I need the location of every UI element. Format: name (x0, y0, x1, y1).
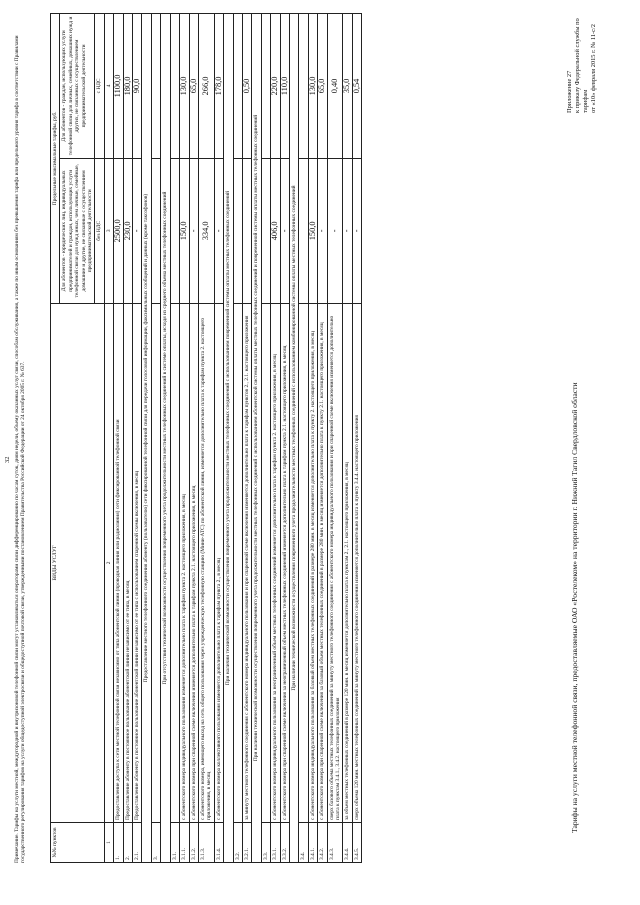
row-tariff-citizens (151, 14, 160, 159)
table-row (261, 14, 270, 863)
row-number: 3.1.1. (180, 823, 189, 863)
table-row (189, 14, 198, 863)
row-tariff-business: - (280, 158, 289, 303)
section-row (142, 14, 151, 863)
row-service: с абонентского номера индивидуального пользования за неограниченный объем местных телефонных соединений изменяется дополнительно плата к тарифам пункта 2. настоящего приложения, в месяц (271, 303, 280, 822)
column-number: 2 (104, 303, 113, 822)
footnote-text: Тарифы на услуги местной, междугородной и внутризоновой телефонной связи могут устанавливаться операторами связи дифференцированно по часам суток, дням недели, объему оказанных услуг связи, способам обслуживания, а также по иным основаниям без превышения тарифа или предельного уровня тарифа в соответствии с Правилами государственного регулирования тарифов на услуги общедоступной электросвязи и общедоступной почтовой связи, утвержденными постановлением Правительства Российской Федерации от 24 октября 2005 г. № 637. (14, 35, 27, 863)
row-number: 3.1.3. (198, 823, 214, 863)
page-title: Тарифы на услуги местной телефонной связи, предоставляемые ОАО «Ростелеком» на территории г. Нижний Тагил Свердловской области (570, 382, 579, 833)
row-service (151, 303, 160, 822)
row-service: Предоставление доступа к сети местной телефонной связи независимо от типа абонентской линии (проводная линия или радиолиния) сети фиксированной телефонной связи (114, 303, 123, 822)
row-tariff-business: 150,0 (308, 158, 317, 303)
row-tariff-business: - (352, 158, 361, 303)
section-row (161, 14, 170, 863)
row-tariff-business: 334,0 (198, 158, 214, 303)
footnote-label: Примечание. (14, 833, 20, 863)
table-row (343, 14, 352, 863)
annex-header (566, 13, 598, 113)
row-tariff-business: - (318, 158, 327, 303)
annex-number: Приложение 27 (566, 70, 573, 113)
table-row (299, 14, 308, 863)
row-tariff-citizens: 130,0 (308, 14, 317, 159)
header-item-number: №№ пунктов (51, 823, 105, 863)
table-row (308, 14, 317, 863)
row-number: 3.1.2. (189, 823, 198, 863)
table-row (170, 14, 179, 863)
row-tariff-citizens: 65,0 (189, 14, 198, 159)
row-number: 3.2. (233, 823, 242, 863)
row-service: с абонентского номера при спаренной схеме включения изменяется дополнительно плата к тарифам пункта 2.1. настоящего приложения, в месяц (189, 303, 198, 822)
rotated-sheet (4, 13, 610, 893)
column-number: 1 (104, 823, 113, 863)
row-tariff-business: 2500,0 (114, 158, 123, 303)
row-tariff-citizens: 220,0 (271, 14, 280, 159)
row-service (233, 303, 242, 822)
row-service: сверх объема 120 мин. местных телефонных соединений за минуту местного телефонного соединения изменяется дополнительно плата к пункту 3.4.4. настоящего приложения (352, 303, 361, 822)
row-number: 3.4. (299, 823, 308, 863)
row-service: с абонентского номера индивидуального пользования за базовый объем местных телефонных соединений в размере 280 мин. в месяц изменяется дополнительно плата к пункту 2. настоящего приложения, в месяц (308, 303, 317, 822)
column-number: 4 (104, 14, 113, 159)
table-row (233, 14, 242, 863)
row-number: 3.4.5. (352, 823, 361, 863)
page-number: 32 (4, 456, 11, 463)
table-row (280, 14, 289, 863)
row-service: с абонентского номера, имеющего выход на сеть общего пользования через учрежденческую телефонную станцию (Мини-АТС) по абонентской линии, изменяется дополнительно плата к тарифам пункта 2. настоящего приложения, в месяц (198, 303, 214, 822)
row-number: 3.4.1. (308, 823, 317, 863)
row-service (261, 303, 270, 822)
header-services: ВИДЫ УСЛУГ (51, 303, 105, 822)
row-number: 3.4.3. (327, 823, 343, 863)
row-service: Предоставление абоненту в постоянное пользование абонентской линии независимо от ее типа с использованием спаренной схемы включения, в месяц (133, 303, 142, 822)
row-service (299, 303, 308, 822)
row-tariff-citizens: 178,0 (214, 14, 223, 159)
tariff-table (50, 13, 362, 863)
row-service (170, 303, 179, 822)
row-tariff-citizens: 130,0 (180, 14, 189, 159)
table-row (271, 14, 280, 863)
row-number: 2.1. (133, 823, 142, 863)
section-title: При наличии технической возможности осуществления повременного учета продолжительности местных телефонных соединений с использованием повременной системы оплаты местных телефонных соединений (224, 14, 233, 863)
row-tariff-citizens (299, 14, 308, 159)
row-number: 3.4.2. (318, 823, 327, 863)
row-service: за минуту местного телефонного соединения с абонентского номера индивидуального пользования и при спаренной схеме включения изменяется дополнительно плата к тарифам пунктов 2., 2.1. настоящего приложения (242, 303, 251, 822)
row-tariff-business (233, 158, 242, 303)
section-row (289, 14, 298, 863)
row-tariff-business (242, 158, 251, 303)
row-service: за объем местных телефонных соединений в размере 120 мин. в месяц изменяется дополнительно плата к пунктам 2., 2.1. настоящего приложения, в месяц (343, 303, 352, 822)
column-number: 3 (104, 158, 113, 303)
annex-order: к приказу Федеральной службы по тарифам (574, 18, 589, 113)
table-row (352, 14, 361, 863)
annex-date: от «10» февраля 2015 г. № 11-с/2 (590, 24, 597, 113)
row-tariff-citizens: 180,0 (123, 14, 132, 159)
row-number: 3.3.2. (280, 823, 289, 863)
section-row (252, 14, 261, 863)
row-service: сверх базового объема местных телефонных соединений за минуту местного телефонного соединения с абонентского номера индивидуального пользования и при спаренной схеме включения изменяется дополнительно плата к пунктам 3.4.1., 3.4.2. настоящего приложения (327, 303, 343, 822)
row-tariff-citizens: 0,54 (352, 14, 361, 159)
table-row (327, 14, 343, 863)
table-body (114, 14, 362, 863)
row-number: 3.3.1. (271, 823, 280, 863)
row-tariff-business: - (343, 158, 352, 303)
row-tariff-business (151, 158, 160, 303)
section-title: При наличии технической возможности осуществления повременного учета продолжительности местных телефонных соединений с использованием абонентской системы оплаты местных телефонных соединений и повременной системы оплаты местных телефонных соединений (252, 14, 261, 863)
row-tariff-business: 230,0 (123, 158, 132, 303)
row-tariff-citizens: 65,0 (318, 14, 327, 159)
row-tariff-citizens: 35,0 (343, 14, 352, 159)
footnote (14, 18, 27, 863)
header-vat-excluded: без НДС (95, 158, 104, 303)
row-tariff-citizens: 266,0 (198, 14, 214, 159)
row-tariff-citizens: 0,50 (242, 14, 251, 159)
row-number: 3.3. (261, 823, 270, 863)
row-number: 3.2.1. (242, 823, 251, 863)
row-tariff-citizens: 1100,0 (114, 14, 123, 159)
header-vat-included: с НДС (95, 14, 104, 159)
row-number: 3.1. (170, 823, 179, 863)
table-row (114, 14, 123, 863)
table-row (133, 14, 142, 863)
row-tariff-business: 406,0 (271, 158, 280, 303)
row-tariff-business: - (133, 158, 142, 303)
header-citizens: Для абонентов - граждан, использующих услуги телефонной связи для личных, семейных, домашних нужд и других, не связанных с осуществлением предпринимательской деятельности (60, 14, 95, 159)
header-tariffs: Предельные максимальные тарифы, руб. (51, 14, 60, 304)
row-tariff-business: 150,0 (180, 158, 189, 303)
row-tariff-business: - (189, 158, 198, 303)
row-tariff-citizens: 0,40 (327, 14, 343, 159)
section-row (224, 14, 233, 863)
row-service: с абонентского номера при спаренной схеме включения за неограниченный объем местных телефонных соединений изменяется дополнительно плата к тарифам пункта 2.1. настоящего приложения, в месяц (280, 303, 289, 822)
section-title: Предоставление местного телефонного соединения абоненту (пользователю) сети фиксированной телефонной связи для передачи голосовой информации, факсимильных сообщений и данных (кроме таксофонов) (142, 14, 151, 863)
table-row (318, 14, 327, 863)
row-tariff-citizens: 90,0 (133, 14, 142, 159)
table-header-row (51, 14, 60, 863)
row-tariff-citizens: 110,0 (280, 14, 289, 159)
table-row (180, 14, 189, 863)
table-row (198, 14, 214, 863)
row-tariff-business: - (214, 158, 223, 303)
table-row (151, 14, 160, 863)
table-column-numbers (104, 14, 113, 863)
row-service: с абонентского номера при спаренной схеме включения за базовый объем местных телефонных соединений в размере 280 мин. в месяц изменяется дополнительно плата к пункту 2.1. настоящего приложения, в месяц (318, 303, 327, 822)
row-number: 1. (114, 823, 123, 863)
section-title: При отсутствии технической возможности осуществления повременного учета продолжительности местных телефонных соединений в системе оплаты, исходя из среднего объема местных телефонных соединений (161, 14, 170, 863)
row-number: 2. (123, 823, 132, 863)
header-business: Для абонентов - юридических лиц, индивидуальных предпринимателей и граждан, использующих услуги телефонной связи для нужд иных, чем личные, семейные, домашние и другие, не связанные с осуществлением предпринимательской деятельности (60, 158, 95, 303)
section-title: При наличии технической возможности осуществления повременного учета продолжительности местных телефонных соединений с использованием комбинированной системы оплаты местных телефонных соединений (289, 14, 298, 863)
row-number: 3.1.4. (214, 823, 223, 863)
row-service: с абонентского номера коллективного пользования изменяется дополнительно плата к тарифам пункта 2., в месяц (214, 303, 223, 822)
row-service: с абонентского номера индивидуального пользования изменяется дополнительно плата к тарифам пункта 2. настоящего приложения, в месяц (180, 303, 189, 822)
table-row (242, 14, 251, 863)
row-number: 3. (151, 823, 160, 863)
row-service: Предоставление абоненту в постоянное пользование абонентской линии независимо от ее типа, в месяц (123, 303, 132, 822)
row-tariff-business (299, 158, 308, 303)
table-row (123, 14, 132, 863)
row-number: 3.4.4. (343, 823, 352, 863)
table-row (214, 14, 223, 863)
row-tariff-business: - (327, 158, 343, 303)
